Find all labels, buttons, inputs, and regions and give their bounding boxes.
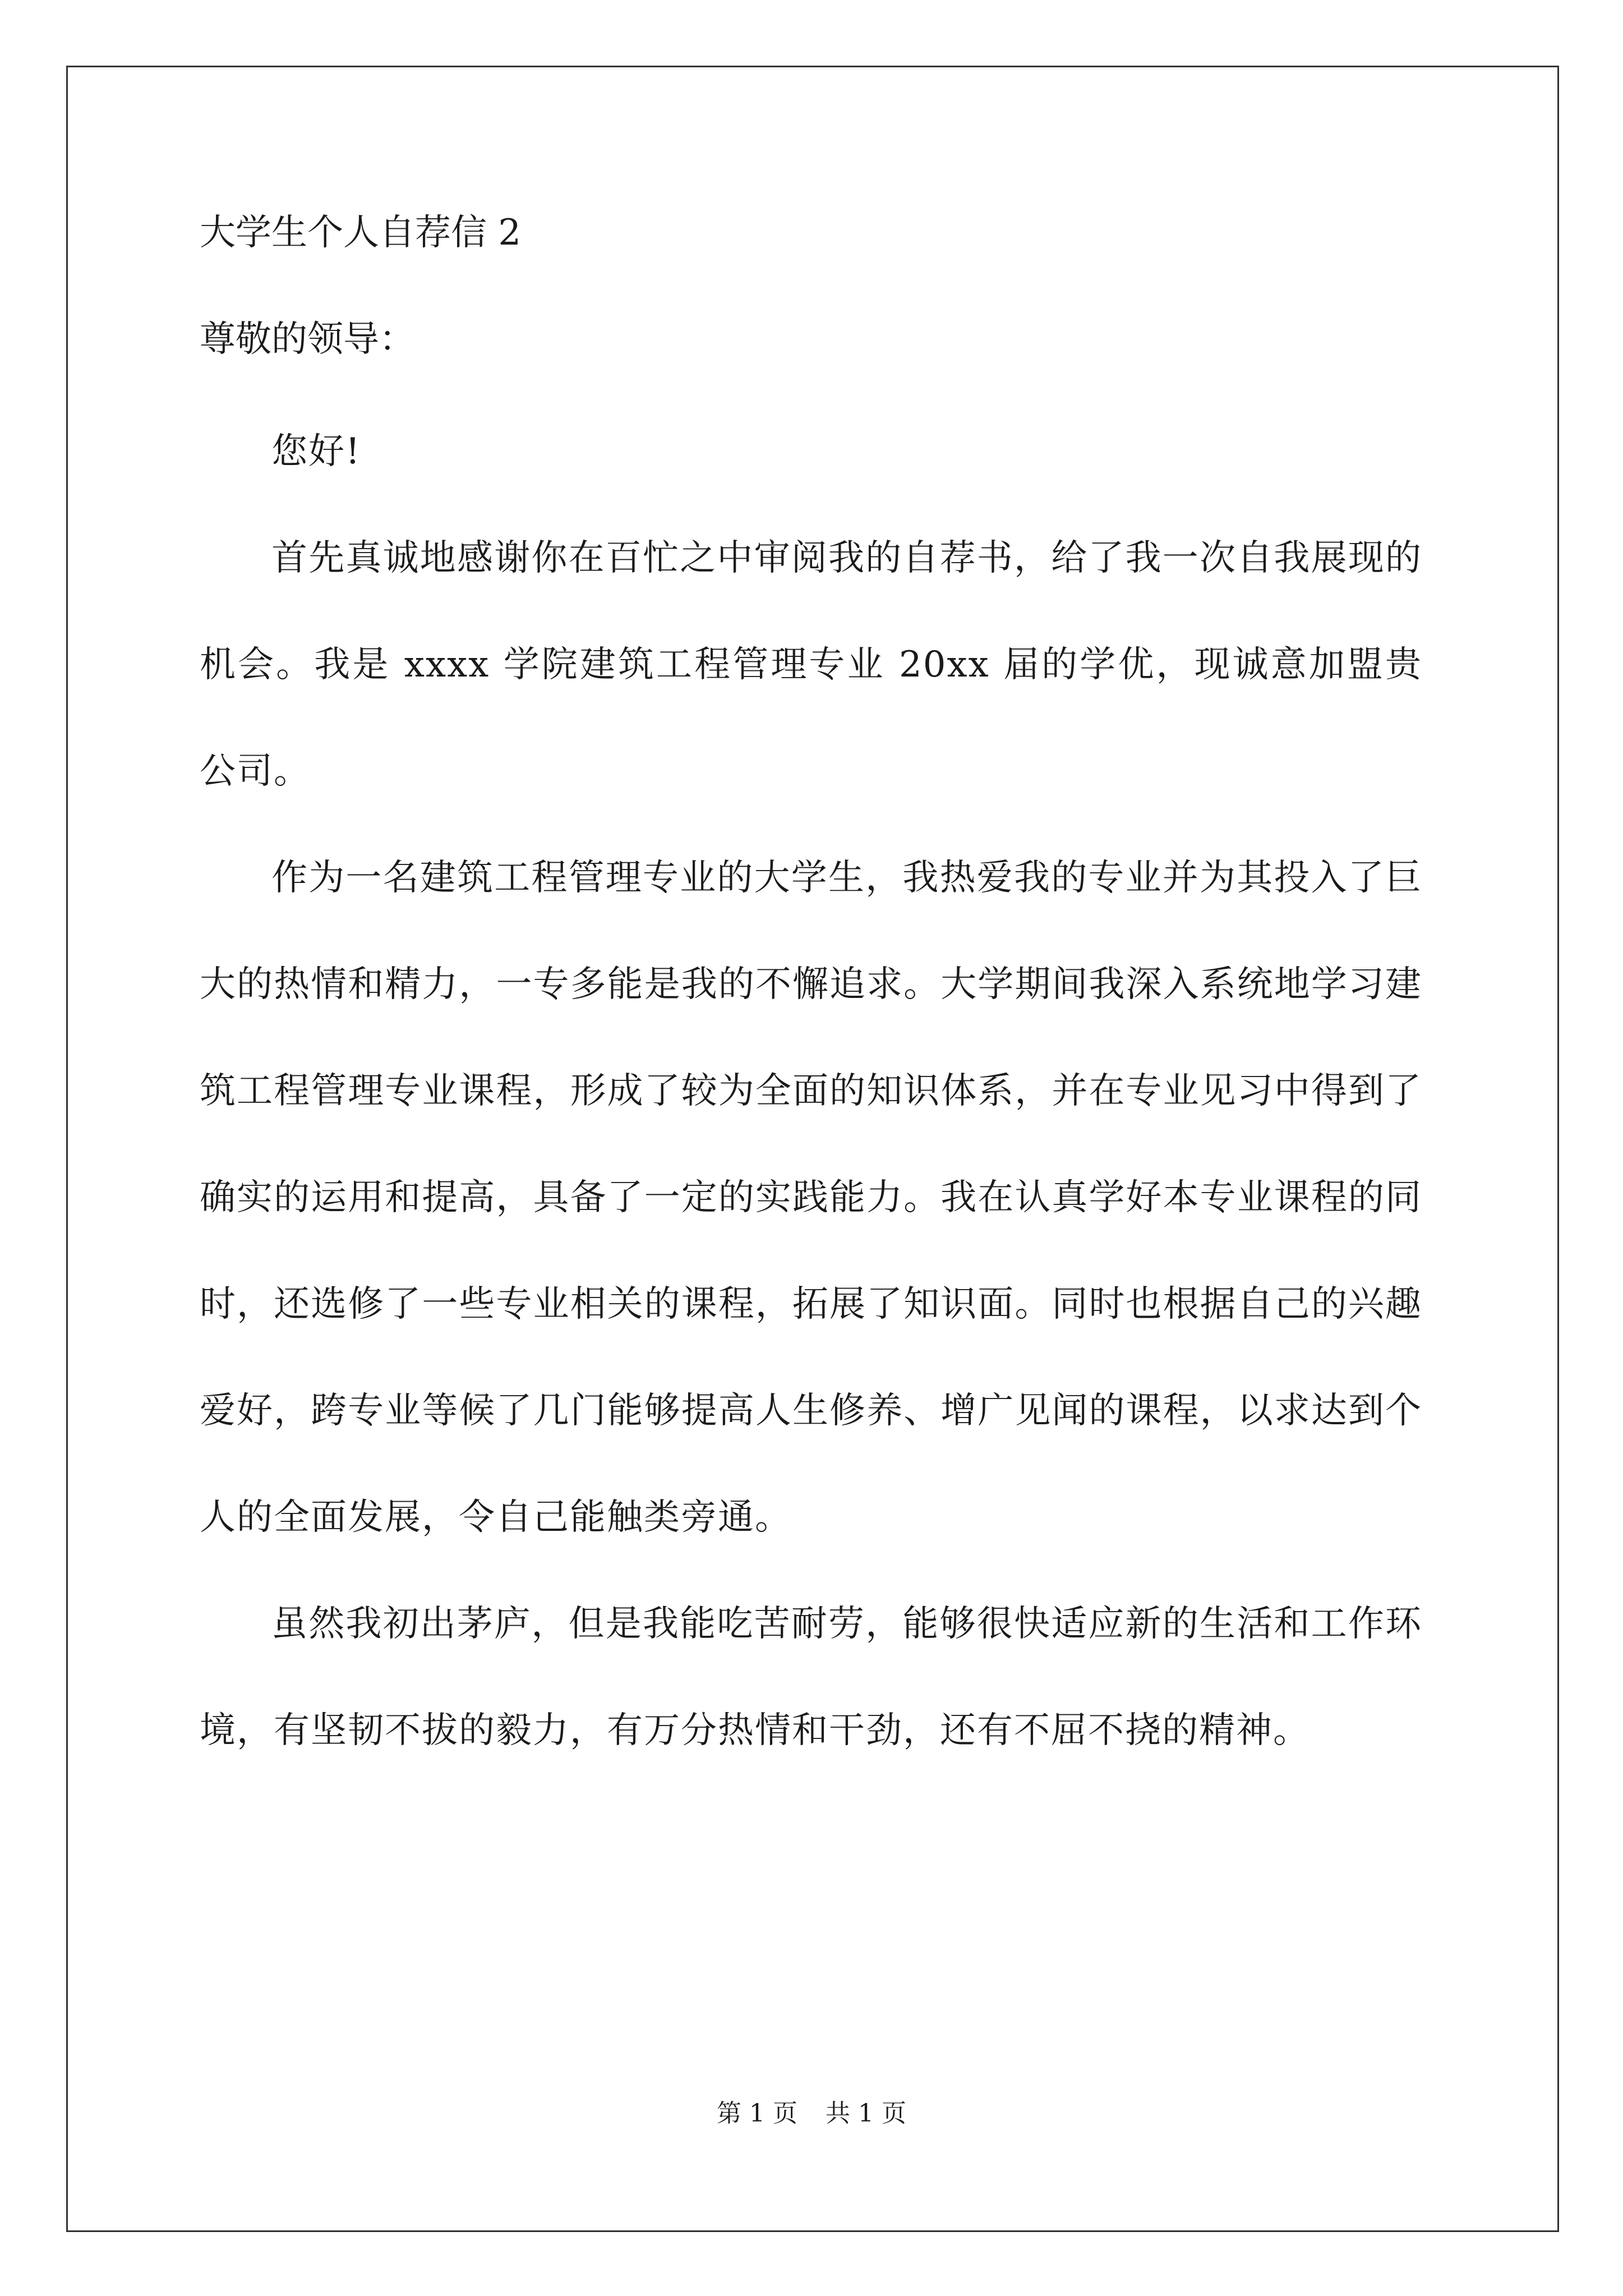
page-footer <box>0 2097 1623 2131</box>
document-title: 大学生个人自荐信 2 <box>200 212 522 254</box>
page-total: 共 1 页 <box>826 2099 906 2128</box>
greeting: 您好! <box>271 431 361 472</box>
page-number: 第 1 页 <box>717 2099 797 2128</box>
paragraph-qualities: 虽然我初出茅庐，但是我能吃苦耐劳，能够很快适应新的生活和工作环境，有坚韧不拔的毅力，有万分热情和干劲，还有不屈不挠的精神。 <box>200 1603 1422 1751</box>
salutation: 尊敬的领导： <box>200 319 415 360</box>
paragraph-intro: 首先真诚地感谢你在百忙之中审阅我的自荐书，给了我一次自我展现的机会。我是 xxxx 学院建筑工程管理专业 20xx 届的学优，现诚意加盟贵公司。 <box>200 537 1422 792</box>
paragraph-study: 作为一名建筑工程管理专业的大学生，我热爱我的专业并为其投入了巨大的热情和精力，一专多能是我的不懈追求。大学期间我深入系统地学习建筑工程管理专业课程，形成了较为全面的知识体系，并在专业见习中得到了确实的运用和提高，具备了一定的实践能力。我在认真学好本专业课程的同时，还选修了一些专业相关的课程，拓展了知识面。同时也根据自己的兴趣爱好，跨专业等候了几门能够提高人生修养、增广见闻的课程，以求达到个人的全面发展，令自己能触类旁通。 <box>200 857 1422 1538</box>
document-body <box>200 208 1422 1784</box>
